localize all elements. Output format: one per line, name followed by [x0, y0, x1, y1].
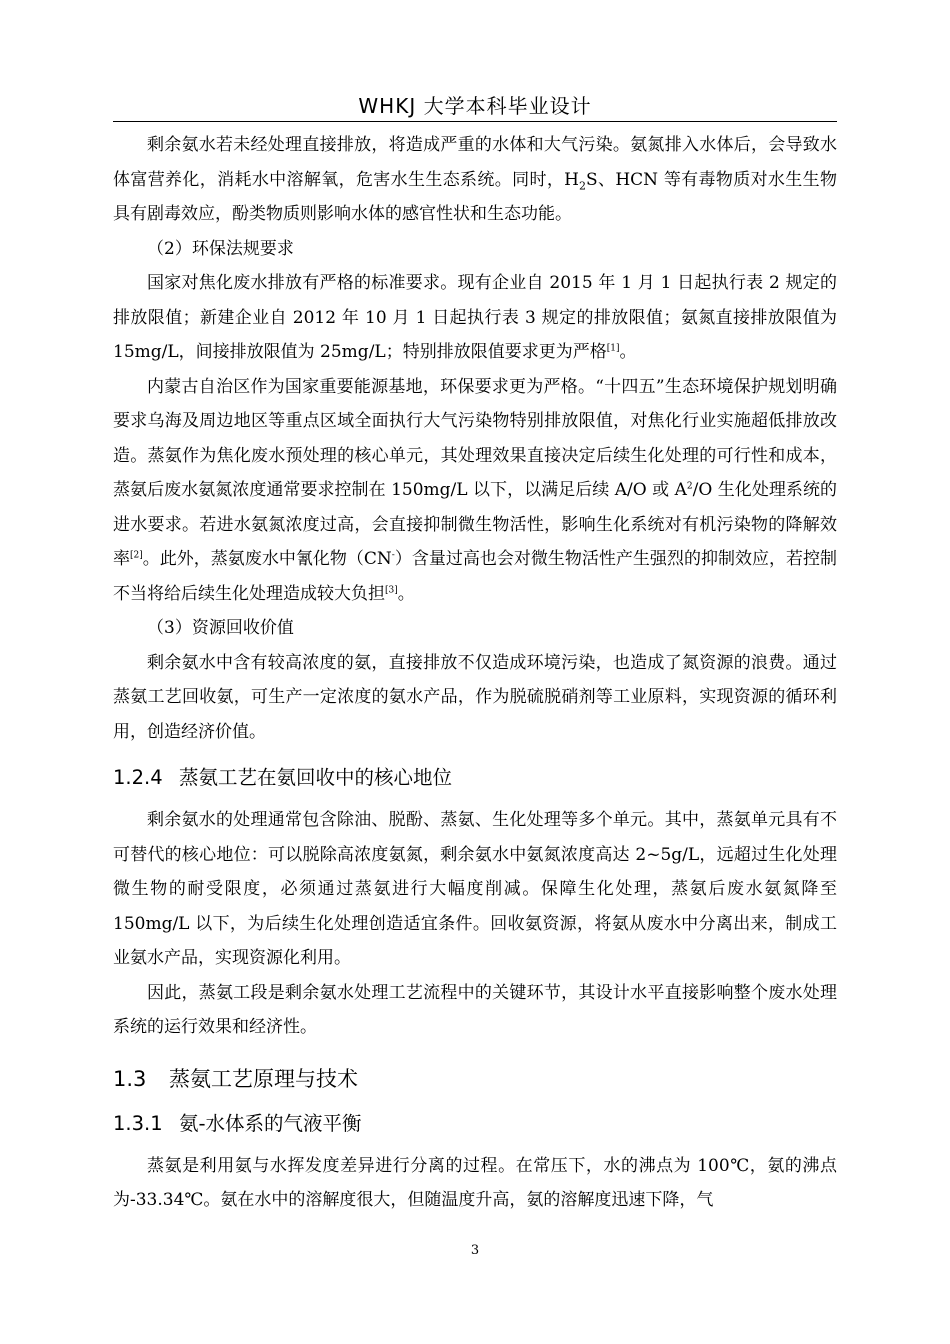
text-span: 内蒙古自治区作为国家重要能源基地，环保要求更为严格。“十四五”生态环境保护规划明确要求乌海及周边地区等重点区域全面执行大气污染物特别排放限值，对焦化行业实施超低排放改造。蒸氨作为焦化废水预处理的核心单元，其处理效果直接决定后续生化处理的可行性和成本，蒸氨后废水氨氮浓度通常要求控制在 150mg/L 以下，以满足后续 A/O 或 A	[113, 376, 837, 500]
paragraph-resource: 剩余氨水中含有较高浓度的氨，直接排放不仅造成环境污染，也造成了氮资源的浪费。通过蒸氨工艺回收氨，可生产一定浓度的氨水产品，作为脱硫脱硝剂等工业原料，实现资源的循环利用，创造经济价值。	[113, 652, 837, 742]
paragraph-vle: 蒸氨是利用氨与水挥发度差异进行分离的过程。在常压下，水的沸点为 100℃，氨的沸点为-33.34℃。氨在水中的溶解度很大，但随温度升高，氨的溶解度迅速下降，气	[113, 1155, 837, 1210]
text-span: 。	[619, 342, 637, 362]
paragraph-inner-mongolia	[113, 370, 837, 612]
page-header-title: WHKJ 大学本科毕业设计	[358, 94, 592, 118]
section-title: 蒸氨工艺在氨回收中的核心地位	[179, 766, 453, 789]
text-span: S、HCN 等有毒物质对水生生物具有剧毒效应，酚类物质则影响水体的感官性状和生态功能。	[113, 169, 837, 224]
subheading-resource-recovery: （3）资源回收价值	[147, 618, 294, 638]
text-span: 。此外，蒸氨废水中氰化物（CN	[142, 549, 392, 569]
page-number: 3	[470, 1243, 480, 1258]
text-span: /O 生化处理系统的进水要求。若进水氨氮浓度过高，会直接抑制微生物活性，影响生化系统对有机污染物的降解效率	[113, 480, 838, 569]
section-title: 蒸氨工艺原理与技术	[169, 1066, 358, 1091]
section-number: 1.2.4	[113, 766, 163, 789]
superscript: -	[391, 550, 395, 561]
text-span: 国家对焦化废水排放有严格的标准要求。现有企业自 2015 年 1 月 1 日起执行表 2 规定的排放限值；新建企业自 2012 年 10 月 1 日起执行表 3 规定的排放限值；氨氮直接排放限值为 15mg/L，间接排放限值为 25mg/L；特别排放限值要求更为严格	[113, 273, 837, 362]
document-body	[113, 128, 837, 1218]
section-heading-1-2-4	[113, 763, 837, 793]
text-span: 剩余氨水若未经处理直接排放，将造成严重的水体和大气污染。氨氮排入水体后，会导致水体富营养化，消耗水中溶解氧，危害水生生态系统。同时，H	[113, 135, 837, 190]
citation-ref: [2]	[130, 550, 143, 561]
section-title: 氨-水体系的气液平衡	[179, 1111, 362, 1135]
section-heading-1-3	[113, 1063, 837, 1095]
text-span: 。	[397, 583, 415, 604]
subheading-regulations: （2）环保法规要求	[147, 238, 294, 259]
paragraph-conclusion: 因此，蒸氨工段是剩余氨水处理工艺流程中的关键环节，其设计水平直接影响整个废水处理系统的运行效果和经济性。	[113, 982, 837, 1037]
subscript: 2	[579, 178, 586, 192]
citation-ref: [3]	[385, 584, 398, 595]
paragraph-core-role: 剩余氨水的处理通常包含除油、脱酚、蒸氨、生化处理等多个单元。其中，蒸氨单元具有不可替代的核心地位：可以脱除高浓度氨氮，剩余氨水中氨氮浓度高达 2~5g/L，远超过生化处理微生物的耐受限度，必须通过蒸氨进行大幅度削减。保障生化处理，蒸氨后废水氨氮降至 150mg/L 以下，为后续生化处理创造适宜条件。回收氨资源，将氨从废水中分离出来，制成工业氨水产品，实现资源化利用。	[113, 810, 837, 968]
superscript: 2	[686, 481, 693, 492]
section-heading-1-3-1	[113, 1109, 837, 1139]
text-span: ）含量过高也会对微生物活性产生强烈的抑制效应，若控制不当将给后续生化处理造成较大负担	[113, 549, 838, 604]
header-divider	[113, 121, 837, 122]
paragraph-standards	[113, 266, 837, 370]
section-number: 1.3.1	[113, 1111, 163, 1135]
citation-ref: [1]	[606, 343, 620, 354]
section-number: 1.3	[113, 1066, 147, 1091]
paragraph-pollution	[113, 128, 837, 232]
